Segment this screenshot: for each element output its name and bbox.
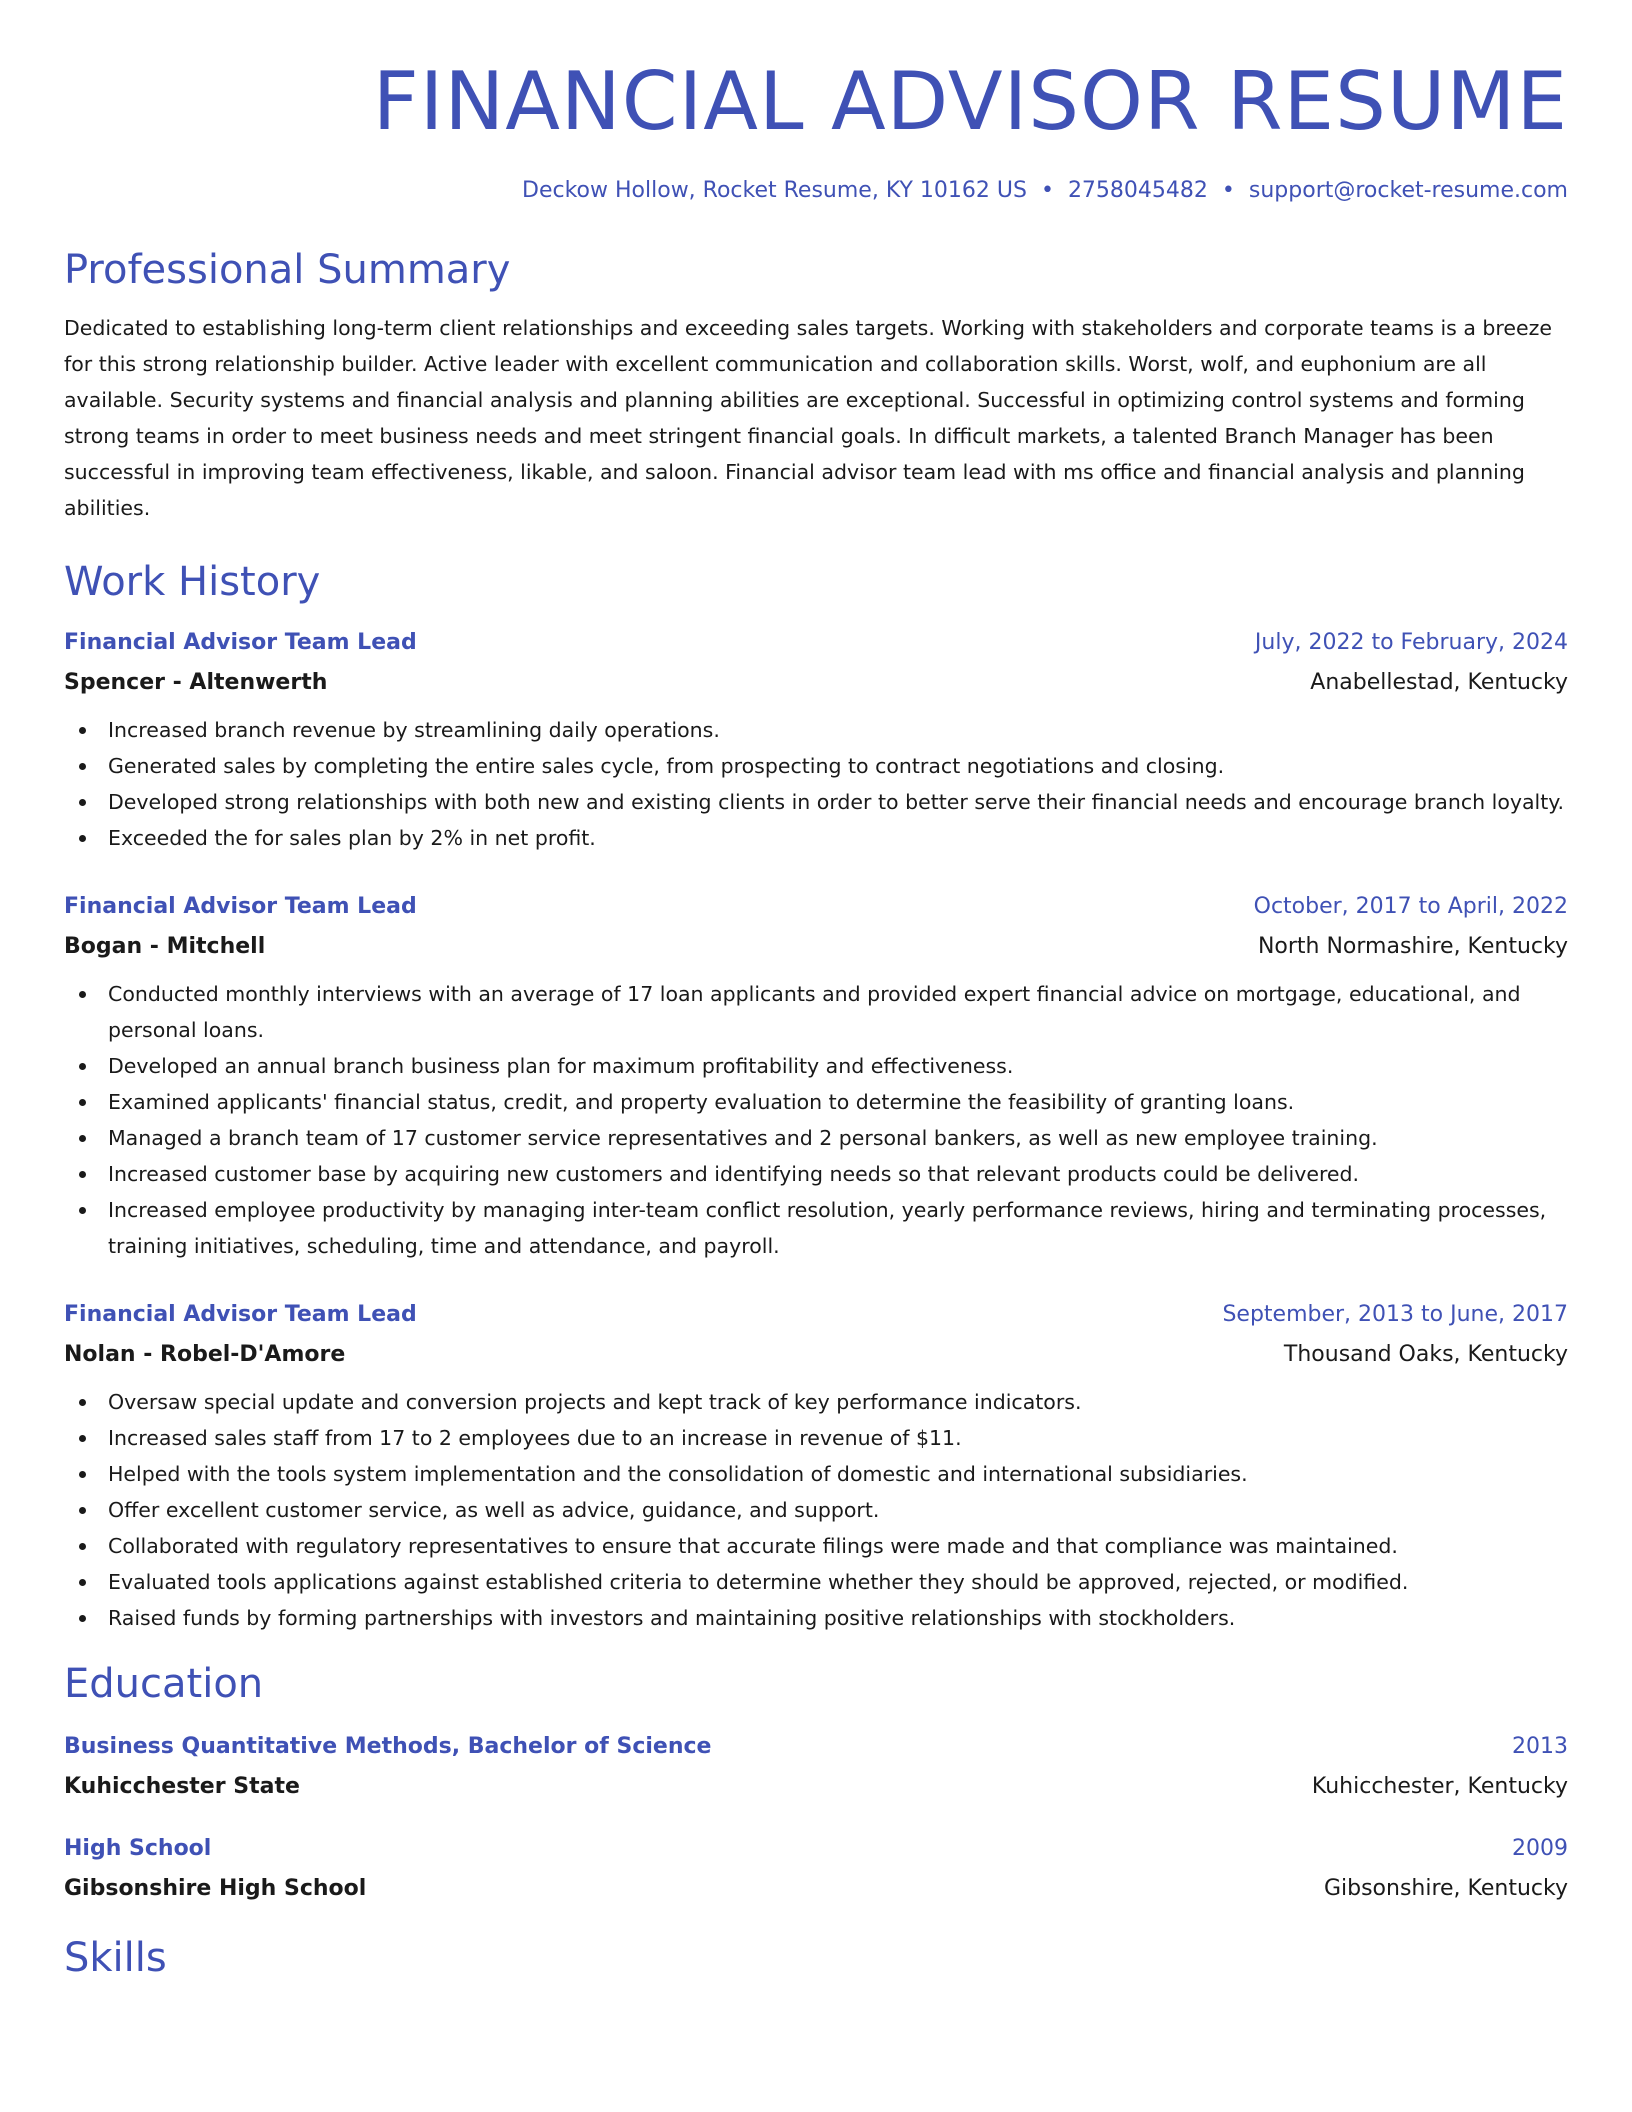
bullet-item: Developed an annual branch business plan for maximum profitability and effectiveness. [64, 1048, 1568, 1084]
job-role: Financial Advisor Team Lead [64, 894, 417, 919]
bullet-item: Developed strong relationships with both new and existing clients in order to better serve their financial needs and encourage branch loyalty. [64, 784, 1568, 820]
bullet-item: Managed a branch team of 17 customer service representatives and 2 personal bankers, as well as new employee training. [64, 1120, 1568, 1156]
bullet-item: Conducted monthly interviews with an average of 17 loan applicants and provided expert financial advice on mortgage, educational, and personal loans. [64, 976, 1568, 1048]
job-entry [64, 1300, 1568, 1636]
bullet-item: Increased employee productivity by managing inter-team conflict resolution, yearly performance reviews, hiring and terminating processes, training initiatives, scheduling, time and attendance, and payroll. [64, 1192, 1568, 1264]
job-company: Spencer - Altenwerth [64, 670, 328, 695]
work-history-heading: Work History [64, 559, 321, 605]
summary-heading: Professional Summary [64, 247, 511, 293]
job-location: Anabellestad, Kentucky [1310, 670, 1568, 695]
education-year: 2009 [1512, 1836, 1568, 1861]
resume-header [64, 0, 1568, 206]
bullet-item: Increased sales staff from 17 to 2 employees due to an increase in revenue of $11. [64, 1420, 1568, 1456]
job-location: North Normashire, Kentucky [1257, 934, 1568, 959]
bullet-item: Increased branch revenue by streamlining daily operations. [64, 712, 1568, 748]
job-bullets [64, 1384, 1568, 1636]
job-dates: September, 2013 to June, 2017 [1222, 1302, 1568, 1327]
contact-address: Deckow Hollow, Rocket Resume, KY 10162 US [522, 178, 1027, 203]
summary-text: Dedicated to establishing long-term client relationships and exceeding sales targets. Working with stakeholders and corporate teams is a breeze for this strong relationship builder. Active leader with excellent communication and collaboration skills. Worst, wolf, and euphonium are all available. Security systems and financial analysis and planning abilities are exceptional. Successful in optimizing control systems and forming strong teams in order to meet business needs and meet stringent financial goals. In difficult markets, a talented Branch Manager has been successful in improving team effectiveness, likable, and saloon. Financial advisor team lead with ms office and financial analysis and planning abilities. [64, 316, 1553, 520]
job-dates: July, 2022 to February, 2024 [1254, 630, 1568, 655]
bullet-item: Helped with the tools system implementation and the consolidation of domestic and international subsidiaries. [64, 1456, 1568, 1492]
contact-email[interactable]: support@rocket-resume.com [1248, 178, 1568, 203]
bullet-item: Examined applicants' financial status, credit, and property evaluation to determine the feasibility of granting loans. [64, 1084, 1568, 1120]
education-degree: Business Quantitative Methods, Bachelor of Science [64, 1734, 712, 1759]
skills-section [64, 1932, 1568, 1984]
bullet-item: Increased customer base by acquiring new customers and identifying needs so that relevant products could be delivered. [64, 1156, 1568, 1192]
education-school: Kuhicchester State [64, 1774, 300, 1799]
education-heading: Education [64, 1661, 264, 1707]
education-location: Kuhicchester, Kentucky [1311, 1774, 1568, 1799]
education-entry [64, 1732, 1568, 1802]
education-school: Gibsonshire High School [64, 1876, 367, 1901]
job-entry [64, 892, 1568, 1264]
job-company: Bogan - Mitchell [64, 934, 266, 959]
job-role: Financial Advisor Team Lead [64, 1302, 417, 1327]
summary-section [64, 244, 1568, 526]
contact-line [64, 176, 1568, 206]
bullet-item: Raised funds by forming partnerships with investors and maintaining positive relationships with stockholders. [64, 1600, 1568, 1636]
bullet-item: Generated sales by completing the entire sales cycle, from prospecting to contract negotiations and closing. [64, 748, 1568, 784]
bullet-item: Oversaw special update and conversion projects and kept track of key performance indicators. [64, 1384, 1568, 1420]
education-entry [64, 1834, 1568, 1904]
job-bullets [64, 976, 1568, 1264]
job-role: Financial Advisor Team Lead [64, 630, 417, 655]
job-entry [64, 628, 1568, 856]
job-location: Thousand Oaks, Kentucky [1283, 1342, 1568, 1367]
resume-title: FINANCIAL ADVISOR RESUME [372, 55, 1568, 148]
bullet-item: Offer excellent customer service, as well as advice, guidance, and support. [64, 1492, 1568, 1528]
work-history-section [64, 556, 1568, 1636]
education-year: 2013 [1512, 1734, 1568, 1759]
contact-separator: • [1221, 178, 1235, 203]
contact-separator: • [1040, 178, 1054, 203]
bullet-item: Exceeded the for sales plan by 2% in net profit. [64, 820, 1568, 856]
job-dates: October, 2017 to April, 2022 [1253, 894, 1568, 919]
job-bullets [64, 712, 1568, 856]
education-degree: High School [64, 1836, 212, 1861]
bullet-item: Collaborated with regulatory representatives to ensure that accurate filings were made and that compliance was maintained. [64, 1528, 1568, 1564]
bullet-item: Evaluated tools applications against established criteria to determine whether they should be approved, rejected, or modified. [64, 1564, 1568, 1600]
skills-heading: Skills [64, 1935, 167, 1981]
job-company: Nolan - Robel-D'Amore [64, 1342, 346, 1367]
education-location: Gibsonshire, Kentucky [1323, 1876, 1568, 1901]
contact-phone: 2758045482 [1067, 178, 1208, 203]
education-section [64, 1658, 1568, 1904]
